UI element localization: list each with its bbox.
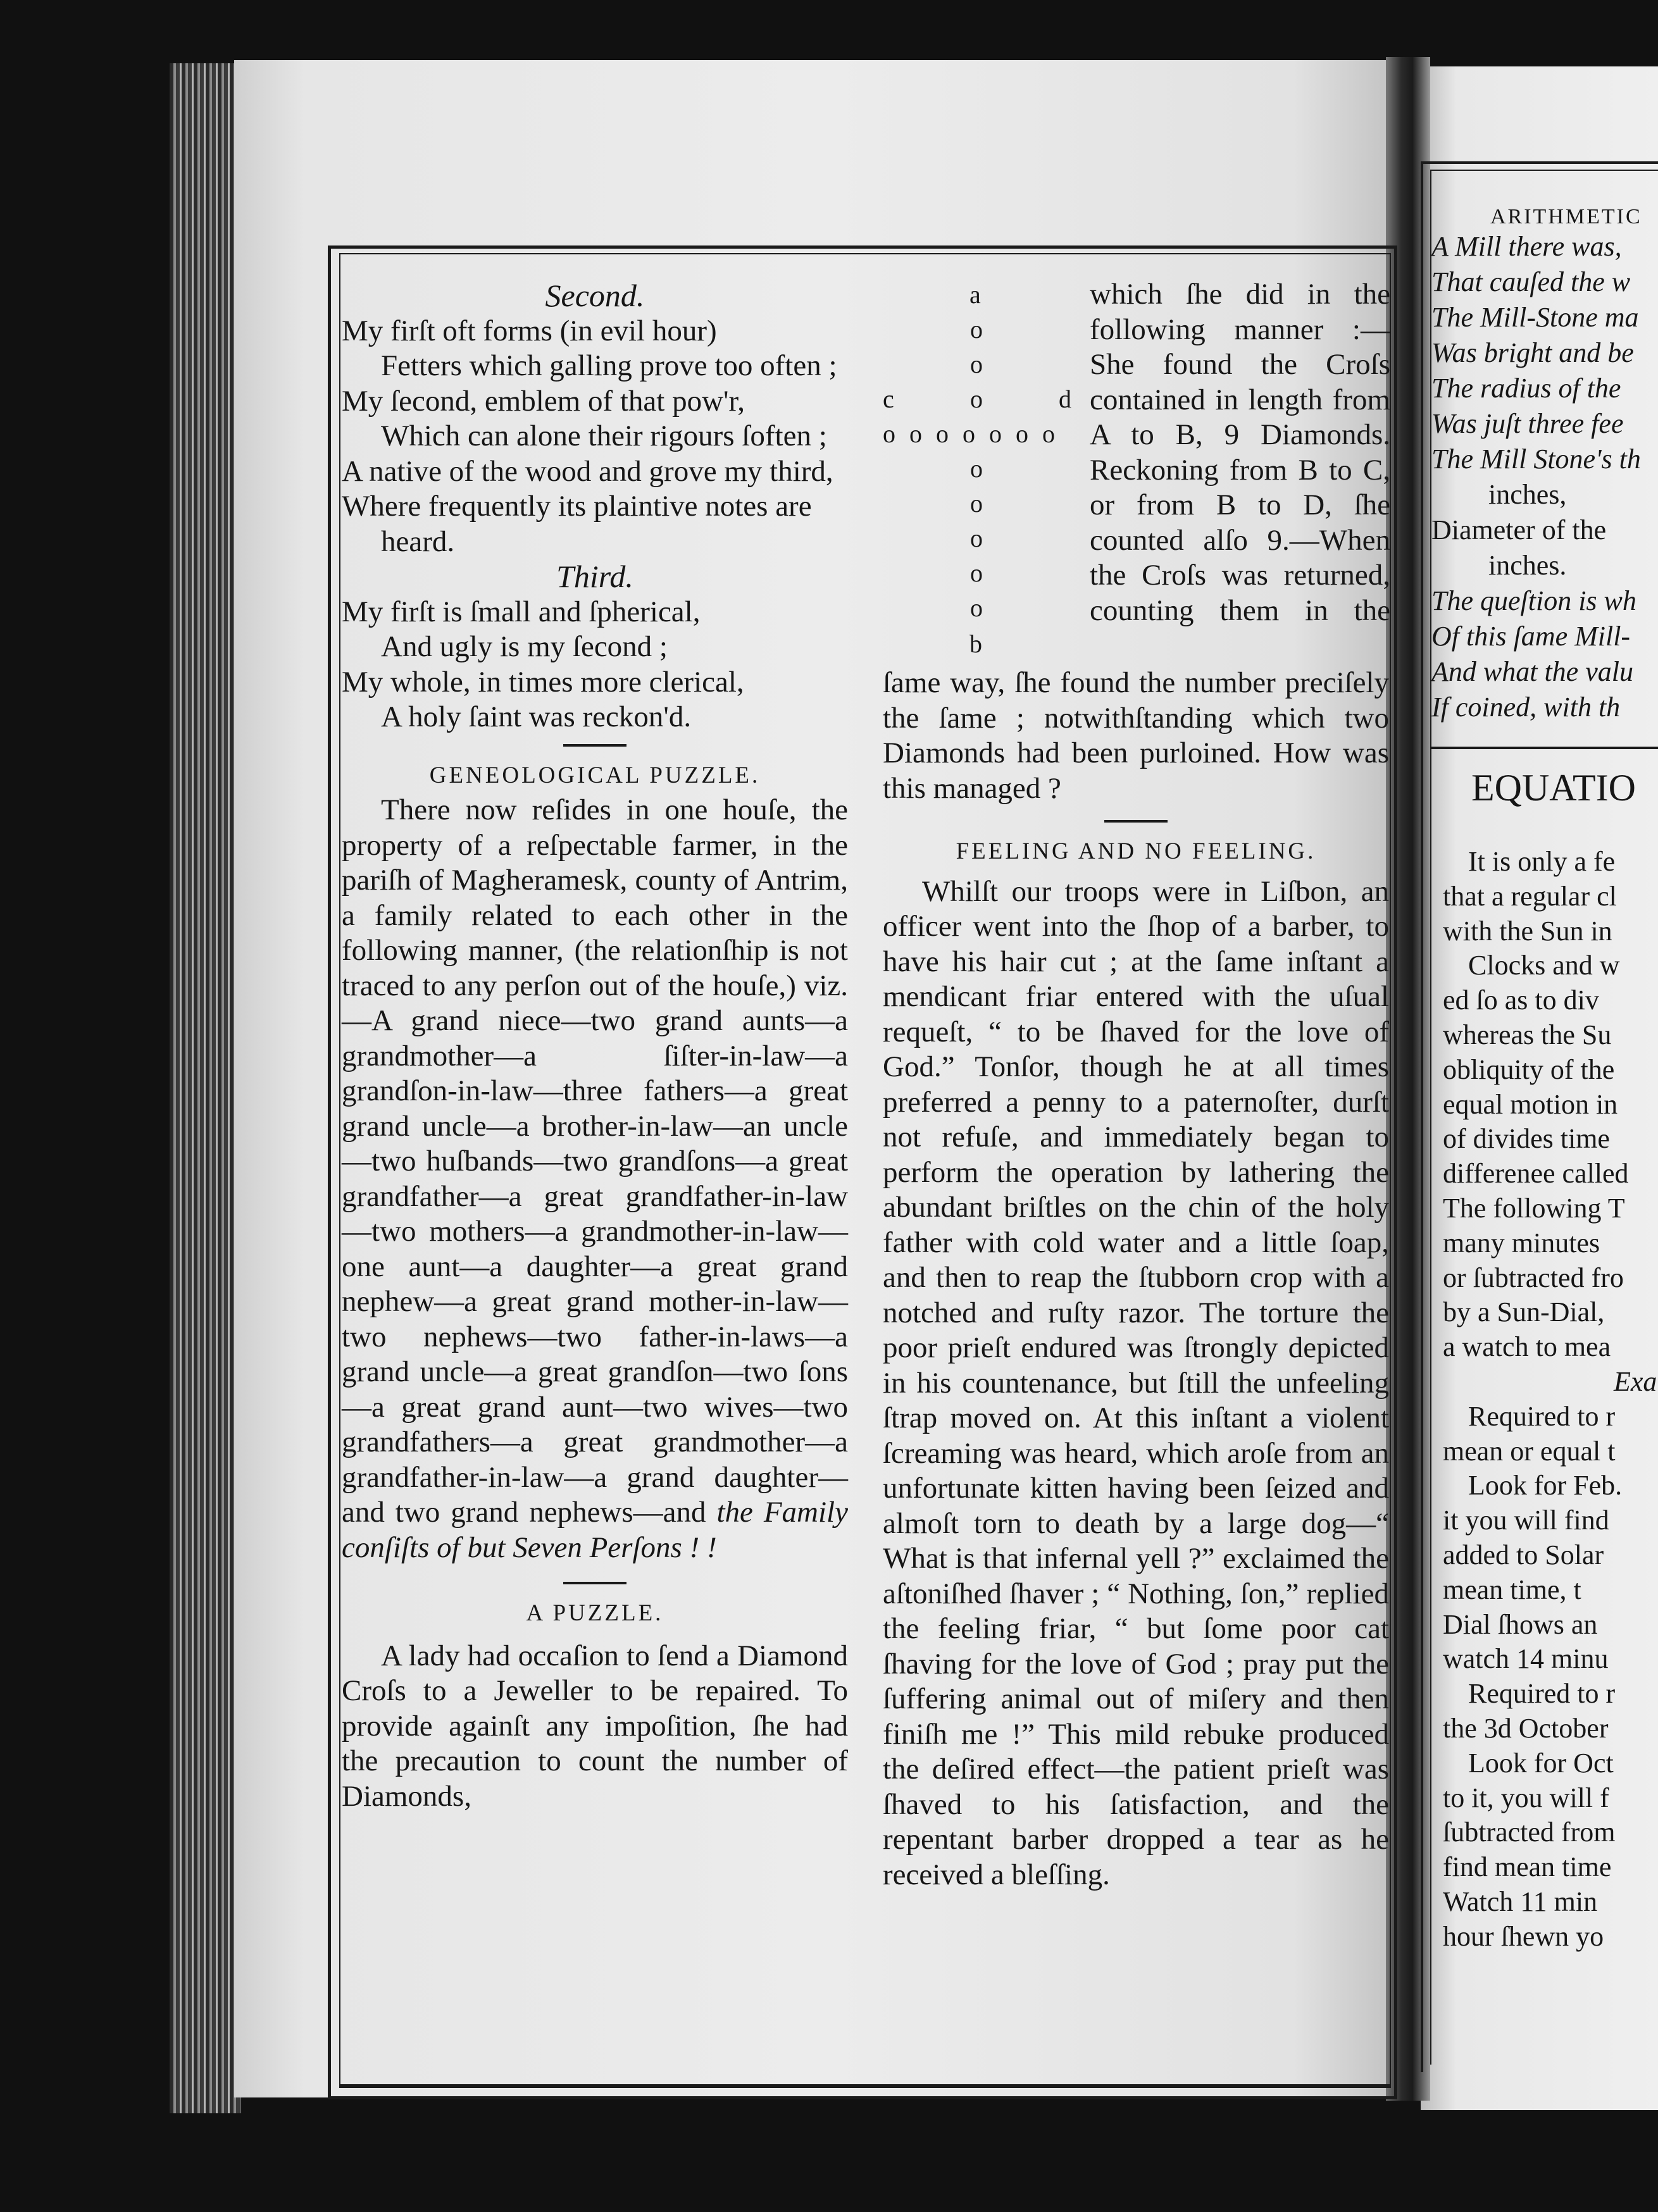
right-line: to it, you will f: [1443, 1782, 1609, 1813]
right-line: Of this ſame Mill-: [1431, 621, 1631, 652]
cross-diamond: o: [970, 489, 983, 518]
verse-line: Where frequently its plaintive notes are heard.: [342, 490, 812, 558]
cross-diamond: o: [970, 524, 983, 552]
section-rule: [563, 744, 626, 747]
verse-line: My ſecond, emblem of that pow'r,: [342, 384, 745, 418]
geneological-puzzle-heading: GENEOLOGICAL PUZZLE.: [429, 762, 761, 788]
right-line: And what the valu: [1431, 656, 1633, 687]
second-stanza: [342, 314, 848, 560]
verse-line: [342, 349, 848, 384]
a-puzzle-body: A lady had occaſion to ſend a Diamond Croſs to a Jeweller to be repaired. To provide againſt any impoſition, ſhe had the precaution to count the number of Diamonds,: [342, 1639, 848, 1813]
verse-text: Fetters which galling prove too often ;: [381, 349, 837, 382]
verse-text: Which can alone their rigours ſoften ;: [381, 419, 827, 452]
cross-diamond: o: [970, 559, 983, 587]
right-line: or ſubtracted fro: [1443, 1262, 1624, 1293]
third-stanza: [342, 595, 848, 735]
right-line: by a Sun-Dial,: [1443, 1296, 1605, 1328]
feeling-body: Whilſt our troops were in Liſbon, an officer went into the ſhop of a barber, to have his hair cut ; at the ſame inſtant a mendicant friar entered with the uſual requeſt, “ to be ſhaved for the love of God.” Tonſor, though he at all times preferred a penny to a paternoſter, durſt not refuſe, and immediately began to perform the operation by lathering the abundant briſtles on the chin of the holy father with cold water and a little ſoap, and then to reap the ſtubborn crop with a notched and ruſty razor. The torture the poor prieſt endured was ſtrongly depicted in his countenance, but ſtill the unfeeling ſtrap moved on. At this inſtant a violent ſcreaming was heard, which aroſe from an unfortunate kitten having been ſeized and almoſt torn to death by a large dog—“ What is that infernal yell ?” exclaimed the aſtoniſhed ſhaver ; “ Nothing, ſon,” replied the feeling friar, “ but ſome poor cat ſhaving for the love of God ; pray put the ſuffering animal out of miſery and then finiſh me !” This mild rebuke produced the deſired effect—the patient prieſt was ſhaved to his ſatisfaction, and the repentant barber dropped a tear as he received a bleſſing.: [883, 874, 1389, 1891]
cross-arm-row: o o o o o o o: [883, 419, 1059, 448]
right-line: That cauſed the w: [1431, 266, 1631, 297]
right-heading-equation: EQUATIO: [1471, 767, 1636, 809]
right-line: If coined, with th: [1431, 692, 1621, 723]
right-line: The queſtion is wh: [1431, 585, 1636, 616]
geneological-puzzle-body: [342, 793, 848, 1565]
right-line: Was juſt three fee: [1431, 408, 1624, 439]
middle-column: [883, 666, 1389, 1892]
right-line: It is only a fe: [1468, 846, 1616, 877]
verse-line: My firſt oft forms (in evil hour): [342, 314, 717, 347]
right-line: The Mill Stone's th: [1431, 444, 1641, 475]
right-line: of divides time: [1443, 1123, 1610, 1155]
third-title: Third.: [556, 559, 633, 594]
right-line: that a regular cl: [1443, 880, 1617, 912]
right-bottom-text: [1443, 845, 1658, 1954]
cross-diamond: o: [970, 315, 983, 344]
right-line: hour ſhewn yo: [1443, 1920, 1604, 1952]
cross-diamond: o: [970, 385, 983, 413]
page-stack-edge: [170, 63, 240, 2113]
right-line: The radius of the: [1431, 373, 1621, 404]
right-line: equal motion in: [1443, 1088, 1618, 1120]
right-line: Required to r: [1468, 1400, 1616, 1432]
verse-line: My whole, in times more clerical,: [342, 665, 744, 699]
right-line: it you will find: [1443, 1505, 1609, 1536]
cross-continuation: ſame way, ſhe found the number preciſely the ſame ; notwithſtanding which two Diamonds had been purloined. How was this managed ?: [883, 666, 1389, 805]
right-top-text: [1431, 229, 1658, 725]
right-line: Diameter of the: [1431, 514, 1607, 545]
right-line: Required to r: [1468, 1678, 1616, 1710]
cross-side-text: [1090, 277, 1390, 628]
right-line: a watch to mea: [1443, 1331, 1611, 1363]
right-line: The following T: [1443, 1192, 1625, 1224]
right-line: differenee called: [1443, 1158, 1629, 1190]
right-line: ed ſo as to div: [1443, 985, 1599, 1016]
right-line: The Mill-Stone ma: [1431, 302, 1639, 333]
right-line: mean time, t: [1443, 1574, 1581, 1605]
right-line: Was bright and be: [1431, 337, 1634, 368]
right-line: the 3d October: [1443, 1712, 1609, 1744]
cross-diamond: o: [970, 350, 983, 378]
right-line: Look for Feb.: [1468, 1470, 1623, 1501]
verse-line: A native of the wood and grove my third,: [342, 454, 833, 488]
right-line: obliquity of the: [1443, 1053, 1615, 1085]
right-line: find mean time: [1443, 1851, 1612, 1883]
right-line: Dial ſhows an: [1443, 1608, 1598, 1640]
cross-side-paragraph: which ſhe did in the following manner :—She found the Croſs contained in length from A to B, 9 Diamonds. Reckoning from B to C, or from B to D, ſhe counted alſo 9.—When the Croſs was returned, counting them in the: [1090, 278, 1390, 627]
puzzle-text: There now reſides in one houſe, the property of a reſpectable farmer, in the pariſh of Magheramesk, county of Antrim, a family related to each other in the following manner, (the relationſhip is not traced to any perſon out of the houſe,) viz.—A grand niece—two grand aunts—a grandmother—a ſiſter-in-law—a grandſon-in-law—three fathers—a great grand uncle—a brother-in-law—an uncle—two huſbands—two grandſons—a great grandfather—a great grandfather-in-law—two mothers—a grandmother-in-law—one aunt—a daughter—a great grand nephew—a great grand mother-in-law—two nephews—two father-in-laws—a grand uncle—a great grandſon—two ſons—a great grand aunt—two wives—two grandfathers—a great grandmother—a grandfather-in-law—a grand daughter—and two grand nephews—and: [342, 793, 848, 1529]
cross-label-a: a: [969, 280, 981, 309]
verse-text: A holy ſaint was reckon'd.: [381, 700, 692, 733]
section-rule: [1104, 820, 1168, 823]
a-puzzle-heading: A PUZZLE.: [526, 1600, 664, 1626]
cross-diamond: o: [970, 593, 983, 622]
left-column: [342, 278, 848, 1814]
right-line: inches,: [1488, 479, 1567, 510]
diamond-cross-diagram: [883, 280, 1092, 666]
section-rule: [563, 1582, 626, 1584]
verse-line: [342, 700, 848, 735]
right-line: Clocks and w: [1468, 950, 1620, 981]
right-line: Look for Oct: [1468, 1747, 1614, 1779]
right-line: Exa: [1614, 1365, 1657, 1397]
right-heading-arithmetic: ARITHMETIC: [1490, 205, 1642, 228]
verse-line: [342, 419, 848, 454]
right-line: watch 14 minu: [1443, 1643, 1609, 1675]
right-section-rule: [1430, 747, 1658, 749]
right-line: many minutes: [1443, 1227, 1600, 1258]
cross-label-b: b: [969, 630, 982, 658]
second-title: Second.: [545, 278, 645, 313]
right-line: inches.: [1488, 550, 1567, 581]
cross-label-d: d: [1059, 385, 1071, 413]
feeling-heading: FEELING AND NO FEELING.: [956, 838, 1316, 864]
right-line: whereas the Su: [1443, 1019, 1612, 1050]
verse-line: My firſt is ſmall and ſpherical,: [342, 595, 701, 628]
verse-line: [342, 630, 848, 665]
verse-text: And ugly is my ſecond ;: [381, 630, 668, 663]
right-line: with the Sun in: [1443, 915, 1612, 947]
puzzle-italic-text: the Family conſiſts of but Seven Perſons ! !: [342, 1496, 848, 1564]
cross-label-c: c: [883, 385, 894, 413]
right-line: ſubtracted from: [1443, 1817, 1616, 1848]
right-line: added to Solar: [1443, 1539, 1604, 1570]
right-line: A Mill there was,: [1431, 231, 1622, 262]
right-line: Watch 11 min: [1443, 1886, 1598, 1917]
right-line: mean or equal t: [1443, 1435, 1616, 1467]
cross-diamond: o: [970, 454, 983, 483]
